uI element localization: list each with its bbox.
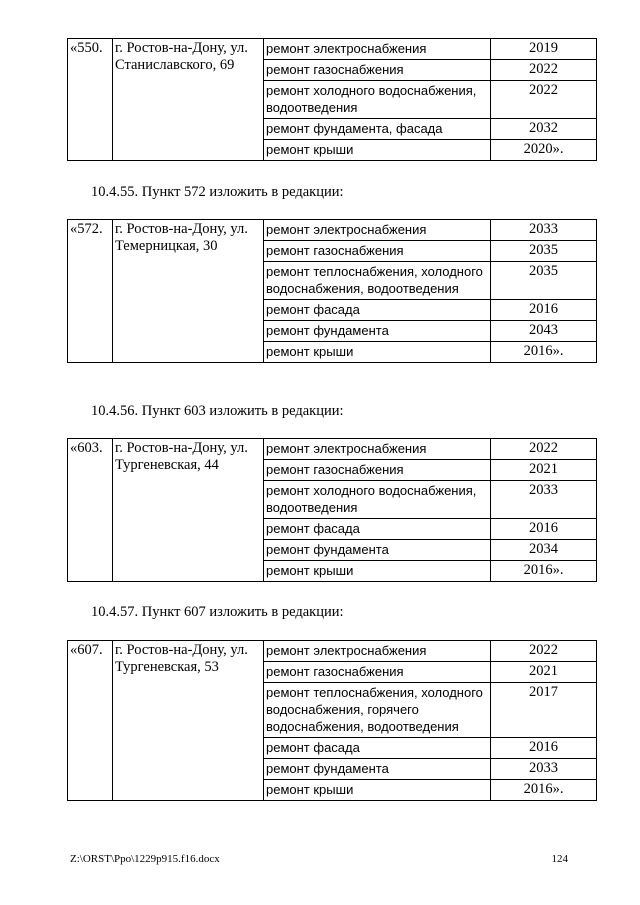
work-type: ремонт теплоснабжения, холодного водоснабжения, водоотведения <box>264 262 491 300</box>
work-year: 2034 <box>491 540 597 561</box>
work-type: ремонт электроснабжения <box>264 220 491 241</box>
work-type: ремонт фасада <box>264 300 491 321</box>
work-year: 2021 <box>491 662 597 683</box>
work-type: ремонт фундамента <box>264 540 491 561</box>
work-year: 2016». <box>491 342 597 363</box>
amendment-paragraph: 10.4.56. Пункт 603 изложить в редакции: <box>91 403 344 419</box>
work-year: 2016 <box>491 738 597 759</box>
work-type: ремонт электроснабжения <box>264 439 491 460</box>
item-number: «572. <box>68 220 113 363</box>
amendment-table-603 <box>67 438 597 582</box>
work-type: ремонт холодного водоснабжения, водоотведения <box>264 481 491 519</box>
work-type: ремонт фундамента <box>264 321 491 342</box>
amendment-table-572 <box>67 219 597 363</box>
work-type: ремонт газоснабжения <box>264 460 491 481</box>
work-year: 2035 <box>491 241 597 262</box>
page-number: 124 <box>551 853 568 865</box>
work-type: ремонт теплоснабжения, холодного водоснабжения, горячего водоснабжения, водоотведения <box>264 683 491 738</box>
work-type: ремонт фасада <box>264 519 491 540</box>
work-year: 2033 <box>491 481 597 519</box>
item-address: г. Ростов-на-Дону, ул. Тургеневская, 53 <box>113 641 264 801</box>
item-number: «607. <box>68 641 113 801</box>
table-row <box>68 220 597 241</box>
amendment-table-607 <box>67 640 597 801</box>
amendment-table-550 <box>67 38 597 161</box>
work-type: ремонт фундамента <box>264 759 491 780</box>
work-year: 2022 <box>491 60 597 81</box>
table-row <box>68 641 597 662</box>
work-year: 2043 <box>491 321 597 342</box>
work-type: ремонт холодного водоснабжения, водоотведения <box>264 81 491 119</box>
work-year: 2035 <box>491 262 597 300</box>
item-number: «603. <box>68 439 113 582</box>
item-address: г. Ростов-на-Дону, ул. Тургеневская, 44 <box>113 439 264 582</box>
work-type: ремонт крыши <box>264 561 491 582</box>
work-year: 2017 <box>491 683 597 738</box>
work-year: 2016». <box>491 780 597 801</box>
work-type: ремонт электроснабжения <box>264 641 491 662</box>
work-year: 2016 <box>491 300 597 321</box>
work-type: ремонт крыши <box>264 140 491 161</box>
work-type: ремонт электроснабжения <box>264 39 491 60</box>
work-year: 2016». <box>491 561 597 582</box>
amendment-paragraph: 10.4.55. Пункт 572 изложить в редакции: <box>91 184 344 200</box>
work-year: 2022 <box>491 439 597 460</box>
work-year: 2032 <box>491 119 597 140</box>
work-year: 2033 <box>491 759 597 780</box>
work-type: ремонт крыши <box>264 780 491 801</box>
work-type: ремонт фундамента, фасада <box>264 119 491 140</box>
item-address: г. Ростов-на-Дону, ул. Станиславского, 69 <box>113 39 264 161</box>
amendment-paragraph: 10.4.57. Пункт 607 изложить в редакции: <box>91 604 344 620</box>
work-type: ремонт газоснабжения <box>264 241 491 262</box>
work-year: 2033 <box>491 220 597 241</box>
work-type: ремонт газоснабжения <box>264 60 491 81</box>
table-row <box>68 439 597 460</box>
item-address: г. Ростов-на-Дону, ул. Темерницкая, 30 <box>113 220 264 363</box>
work-type: ремонт крыши <box>264 342 491 363</box>
work-year: 2019 <box>491 39 597 60</box>
work-type: ремонт газоснабжения <box>264 662 491 683</box>
item-number: «550. <box>68 39 113 161</box>
table-row <box>68 39 597 60</box>
work-year: 2022 <box>491 641 597 662</box>
work-type: ремонт фасада <box>264 738 491 759</box>
work-year: 2021 <box>491 460 597 481</box>
work-year: 2022 <box>491 81 597 119</box>
footer-file-path: Z:\ORST\Ppo\1229p915.f16.docx <box>70 853 220 865</box>
work-year: 2016 <box>491 519 597 540</box>
work-year: 2020». <box>491 140 597 161</box>
